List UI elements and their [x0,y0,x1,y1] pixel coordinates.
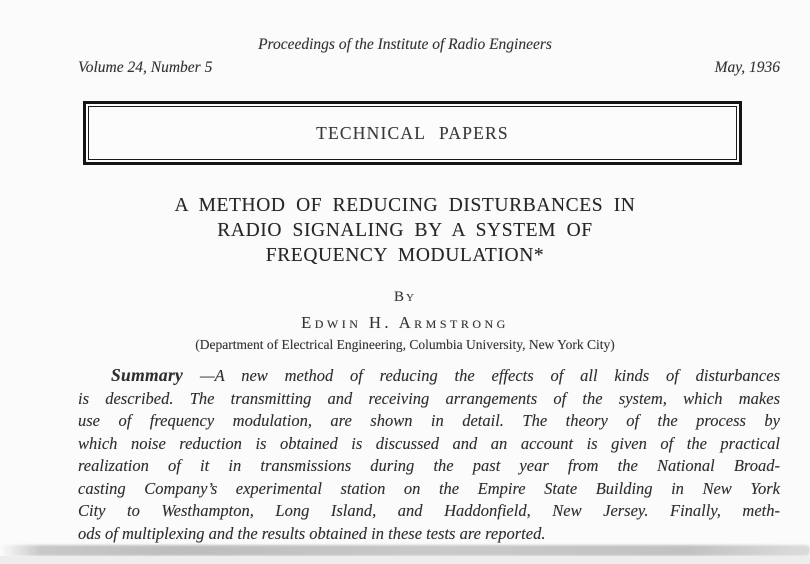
article-title [20,193,790,268]
technical-papers-banner [83,101,742,165]
author-affiliation: (Department of Electrical Engineering, Columbia University, New York City) [195,337,615,352]
summary-paragraph [78,364,780,545]
issue-row [78,58,780,77]
summary-label: Summary [111,365,184,385]
summary-line: is described. The transmitting and receiving arrangements of the system, which makes [78,388,780,408]
scan-artifact-footer [0,556,810,564]
byline: By [394,289,416,305]
banner-inner-rule [88,106,737,160]
summary-line: which noise reduction is obtained is discussed and an account is given of the practical [78,433,780,453]
article-title-line-2: RADIO SIGNALING BY A SYSTEM OF [217,220,593,241]
summary-line-text: —A new method of reducing the effects of all kinds of disturbances [183,366,780,385]
issue-date: May, 1936 [714,59,780,76]
scan-artifact-band [0,545,810,556]
summary-line [78,364,780,388]
summary-line: use of frequency modulation, are shown in detail. The theory of the process by [78,411,780,430]
summary-line: ods of multiplexing and the results obtained in these tests are reported. [78,523,546,543]
article-title-line-3: FREQUENCY MODULATION* [265,245,545,266]
article-title-line-1: A METHOD OF REDUCING DISTURBANCES IN [174,195,636,216]
volume-issue: Volume 24, Number 5 [78,59,213,76]
journal-name: Proceedings of the Institute of Radio Engineers [258,36,552,53]
summary-line: casting Company’s experimental station on the Empire State Building in New York [78,478,780,498]
summary-line: City to Westhampton, Long Island, and Haddonfield, New Jersey. Finally, meth- [78,501,780,520]
summary-line: realization of it in transmissions during the past year from the National Broad- [78,456,780,475]
section-banner-title: TECHNICAL PAPERS [316,122,509,143]
author-name: Edwin H. Armstrong [301,313,509,332]
